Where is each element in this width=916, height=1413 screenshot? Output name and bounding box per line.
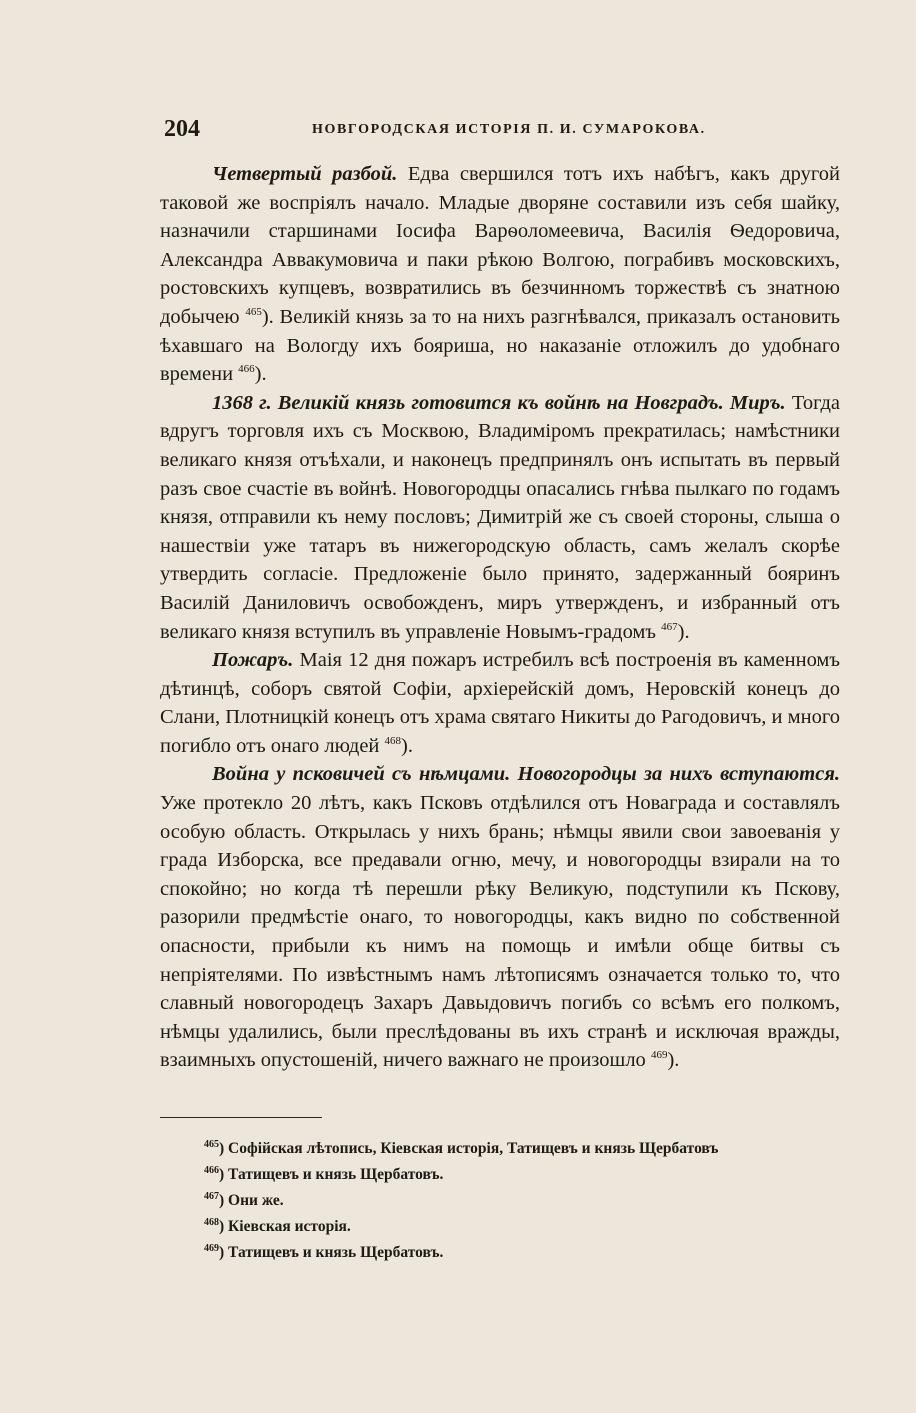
paragraph-text: Тогда вдругъ торговля ихъ съ Москвою, Владиміромъ прекратилась; намѣстники великаго князя отъѣхали, и наконецъ предпринялъ онъ испытать въ первый разъ свое счастіе въ войнѣ. Новогородцы опасались гнѣва пылкаго по годамъ князя, отправили къ нему пословъ; Димитрій же съ своей стороны, слыша о нашествіи уже татаръ въ нижегородскую область, самъ желалъ скорѣе утвердить согласіе. Предложеніе было принято, задержанный бояринъ Василій Даниловичъ освобожденъ, миръ утвержденъ, и избранный отъ великаго князя вступилъ въ управленіе Новымъ-градомъ bbox=[160, 391, 840, 643]
paragraph-heading: Четвертый разбой. bbox=[212, 163, 398, 185]
paragraph-heading: Война у псковичей съ нѣмцами. Новогородцы за нихъ вступаются. bbox=[212, 763, 840, 786]
footnote-ref: 468 bbox=[384, 734, 402, 747]
paragraph-heading: Пожаръ. bbox=[212, 649, 294, 672]
footnote-number: 467 bbox=[204, 1191, 219, 1202]
footnote-number: 469 bbox=[204, 1243, 219, 1254]
paragraph-text: Маія 12 дня пожаръ истребилъ всѣ построенія въ каменномъ дѣтинцѣ, соборъ святой Софіи, архіерейскій домъ, Неровскій конецъ до Слани, Плотницкій конецъ отъ храма святаго Никиты до Рагодовичъ, и много погибло отъ онаго людей bbox=[160, 649, 840, 757]
paragraph-text: Уже протекло 20 лѣтъ, какъ Псковъ отдѣлился отъ Новаграда и составлялъ особую область. Открылась у нихъ брань; нѣмцы явили свои завоеванія у града Изборска, все предавали огню, мечу, и новогородцы взирали на то спокойно; но когда тѣ перешли рѣку Великую, подступили къ Пскову, разорили предмѣстіе онаго, то новогородцы, какъ видно по собственной опасности, прибыли къ нимъ на помощь и имѣли обще битвы съ непріятелями. По извѣстнымъ намъ лѣтописямъ означается только то, что славный новогородецъ Захаръ Давыдовичъ погибъ со всѣмъ его полкомъ, нѣмцы удалились, были преслѣдованы въ ихъ странѣ и исключая вражды, взаимныхъ опустошеній, ничего важнаго не произошло bbox=[160, 792, 840, 1072]
paragraph-text: ). Великій князь за то на нихъ разгнѣвался, приказалъ остановить ѣхавшаго на Вологду ихъ бояриша, но наказаніе отложилъ до удобнаго времени bbox=[160, 305, 841, 386]
footnote-number: 468 bbox=[204, 1217, 219, 1228]
paragraph-pskov-war bbox=[160, 760, 840, 1075]
paragraph-text: ). bbox=[677, 620, 690, 643]
footnote-item bbox=[204, 1188, 844, 1214]
paragraph-heading: 1368 г. Великій князь готовится къ войнѣ на Новградъ. Миръ. bbox=[212, 391, 786, 414]
footnote-item bbox=[204, 1240, 844, 1266]
paragraph-text: Едва свершился тотъ ихъ набѣгъ, какъ другой таковой же воспріялъ начало. Младые дворяне составили изъ себя шайку, назначили старшинами Іосифа Варѳоломеевича, Василія Ѳедоровича, Александра Аввакумовича и паки рѣкою Волгою, пограбивъ московскихъ, ростовскихъ купцевъ, возвратились въ безчинномъ торжествѣ съ знатною добычею bbox=[160, 163, 840, 328]
paragraph-1368-war-preparation bbox=[160, 389, 840, 646]
paragraph-fire bbox=[160, 646, 840, 760]
running-title: НОВГОРОДСКАЯ ИСТОРІЯ П. И. СУМАРОКОВА. bbox=[312, 122, 706, 137]
footnote-ref: 467 bbox=[661, 620, 678, 633]
paragraph-text: ). bbox=[401, 734, 413, 757]
footnote-item bbox=[204, 1214, 844, 1240]
footnote-number: 466 bbox=[204, 1165, 219, 1176]
footnote-text: ) Они же. bbox=[219, 1192, 284, 1209]
footnote-ref: 465 bbox=[245, 305, 262, 318]
footnotes bbox=[204, 1136, 844, 1266]
footnote-number: 465 bbox=[204, 1139, 219, 1150]
footnote-ref: 469 bbox=[650, 1049, 668, 1062]
footnote-item bbox=[204, 1136, 844, 1162]
paragraph-text: ). bbox=[254, 363, 267, 386]
paragraph-fourth-raid bbox=[160, 160, 840, 389]
footnote-ref: 466 bbox=[238, 363, 255, 376]
footnote-text: ) Татищевъ и князь Щербатовъ. bbox=[219, 1244, 444, 1261]
page-number: 204 bbox=[164, 116, 200, 142]
footnote-text: ) Кіевская исторія. bbox=[219, 1218, 351, 1235]
paragraph-text: ). bbox=[667, 1049, 680, 1072]
footnote-text: ) Татищевъ и князь Щербатовъ. bbox=[219, 1166, 444, 1183]
main-text bbox=[160, 160, 840, 1075]
page-header bbox=[164, 116, 844, 148]
footnote-text: ) Софійская лѣтопись, Кіевская исторія, Татищевъ и князь Щербатовъ bbox=[219, 1140, 719, 1157]
footnote-divider bbox=[160, 1117, 322, 1118]
footnote-item bbox=[204, 1162, 844, 1188]
